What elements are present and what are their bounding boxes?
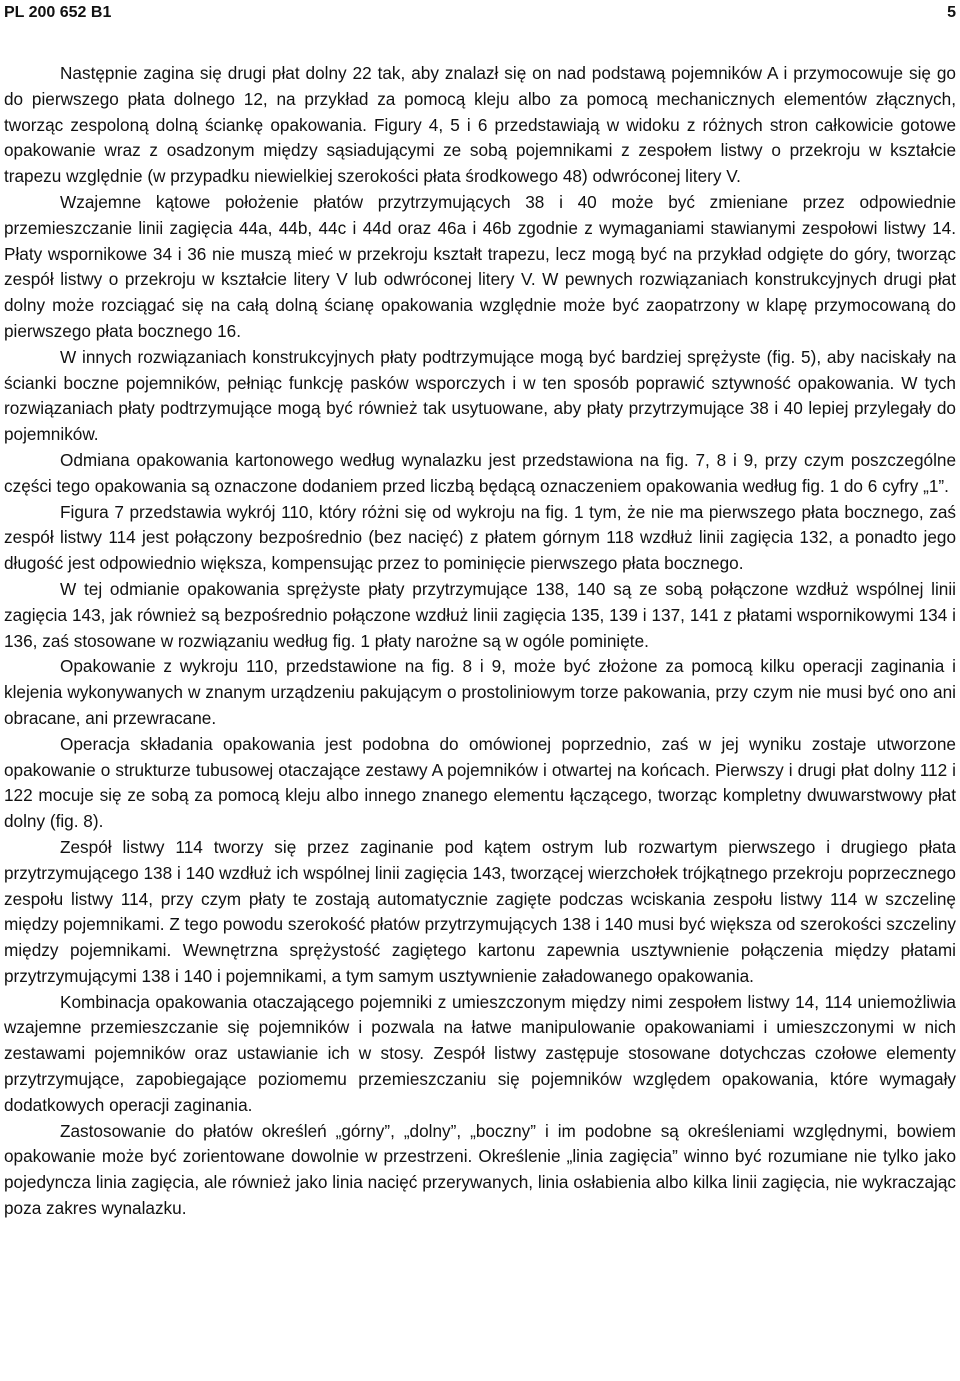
paragraph: Operacja składania opakowania jest podobna do omówionej poprzednio, zaś w jej wyniku zostaje utworzone opakowanie o strukturze tubusowej otaczające zestawy A pojemników i otwartej na końcach. Pierwszy i drugi płat dolny 112 i 122 mocuje się ze sobą za pomocą kleju albo innego znanego elementu łączącego, tworząc kompletny dwuwarstwowy płat dolny (fig. 8). [4, 733, 956, 832]
body-text [4, 61, 956, 1222]
page-header [4, 4, 956, 26]
paragraph: Następnie zagina się drugi płat dolny 22 tak, aby znalazł się on nad podstawą pojemników A i przymocowuje się go do pierwszego płata dolnego 12, na przykład za pomocą kleju albo za pomocą mechanicznych elementów złącznych, tworząc zespoloną dolną ściankę opakowania. Figury 4, 5 i 6 przedstawiają w widoku z różnych stron całkowicie gotowe opakowanie wraz z osadzonym między sąsiadującymi ze sobą pojemnikami z zespołem listwy o przekroju w kształcie trapezu względnie (w przypadku niewielkiej szerokości płata środkowego 48) odwróconej litery V. [4, 63, 956, 187]
paragraph: Figura 7 przedstawia wykrój 110, który różni się od wykroju na fig. 1 tym, że nie ma pierwszego płata bocznego, zaś zespół listwy 114 jest połączony bezpośrednio (bez nacięć) z płatem górnym 118 wzdłuż linii zagięcia 132, a ponadto jego długość jest odpowiednio większa, kompensując przez to pominięcie pierwszego płata bocznego. [4, 501, 956, 574]
page-number: 5 [947, 4, 956, 21]
paragraph: W tej odmianie opakowania sprężyste płaty przytrzymujące 138, 140 są ze sobą połączone wzdłuż wspólnej linii zagięcia 143, jak również są bezpośrednio połączone wzdłuż linii zagięcia 135, 139 i 137, 141 z płatami wspornikowymi 134 i 136, zaś stosowane w rozwiązaniu według fig. 1 płaty narożne są w ogóle pominięte. [4, 578, 956, 651]
paragraph: W innych rozwiązaniach konstrukcyjnych płaty podtrzymujące mogą być bardziej sprężyste (fig. 5), aby naciskały na ścianki boczne pojemników, pełniąc funkcję pasków wsporczych i w ten sposób poprawić sztywność opakowania. W tych rozwiązaniach płaty podtrzymujące mogą być również tak usytuowane, aby płaty przytrzymujące 38 i 40 lepiej przylegały do pojemników. [4, 346, 956, 445]
paragraph: Kombinacja opakowania otaczającego pojemniki z umieszczonym między nimi zespołem listwy 14, 114 uniemożliwia wzajemne przemieszczanie się pojemników i pozwala na łatwe manipulowanie opakowaniami i umieszczonymi w nich zestawami pojemników oraz ustawianie ich w stosy. Zespół listwy zastępuje stosowane dotychczas czołowe elementy przytrzymujące, zapobiegające poziomemu przemieszczaniu się pojemników względem opakowania, które wymagały dodatkowych operacji zaginania. [4, 991, 956, 1115]
document-id: PL 200 652 B1 [4, 4, 112, 21]
paragraph: Zespół listwy 114 tworzy się przez zaginanie pod kątem ostrym lub rozwartym pierwszego i drugiego płata przytrzymującego 138 i 140 wzdłuż ich wspólnej linii zagięcia 143, tworzącej wierzchołek trójkątnego przekroju poprzecznego zespołu listwy 114, przy czym płaty te zostają automatycznie zagięte podczas wciskania zespołu listwy 114 w szczelinę między pojemnikami. Z tego powodu szerokość płatów przytrzymujących 138 i 140 musi być większa od szerokości szczeliny między pojemnikami. Wewnętrzna sprężystość zagiętego kartonu zapewnia usztywnienie połączenia między płatami przytrzymującymi 138 i 140 i pojemnikami, a tym samym usztywnienie załadowanego opakowania. [4, 836, 956, 986]
paragraph: Wzajemne kątowe położenie płatów przytrzymujących 38 i 40 może być zmieniane przez odpowiednie przemieszczanie linii zagięcia 44a, 44b, 44c i 44d oraz 46a i 46b zgodnie z wymaganiami stawianymi zespołowi listwy 14. Płaty wspornikowe 34 i 36 nie muszą mieć w przekroju kształt trapezu, lecz mogą być na przykład odgięte do góry, tworząc zespół listwy o przekroju w kształcie litery V lub odwróconej litery V. W pewnych rozwiązaniach konstrukcyjnych drugi płat dolny może rozciągać się na całą dolną ścianę opakowania względnie może być zaopatrzony w klapę przymocowaną do pierwszego płata bocznego 16. [4, 191, 956, 341]
paragraph: Zastosowanie do płatów określeń „górny”, „dolny”, „boczny” i im podobne są określeniami względnymi, bowiem opakowanie może być zorientowane dowolnie w przestrzeni. Określenie „linia zagięcia” winno być rozumiane nie tylko jako pojedyncza linia zagięcia, ale również jako linia nacięć przerywanych, linia osłabienia albo kilka linii zagięcia, nie wykraczając poza zakres wynalazku. [4, 1120, 956, 1219]
paragraph: Opakowanie z wykroju 110, przedstawione na fig. 8 i 9, może być złożone za pomocą kilku operacji zaginania i klejenia wykonywanych w znanym urządzeniu pakującym o prostoliniowym torze pakowania, przy czym nie musi być ono ani obracane, ani przewracane. [4, 656, 956, 728]
paragraph: Odmiana opakowania kartonowego według wynalazku jest przedstawiona na fig. 7, 8 i 9, przy czym poszczególne części tego opakowania są oznaczone dodaniem przed liczbą będącą oznaczeniem opakowania według fig. 1 do 6 cyfry „1”. [4, 449, 956, 496]
